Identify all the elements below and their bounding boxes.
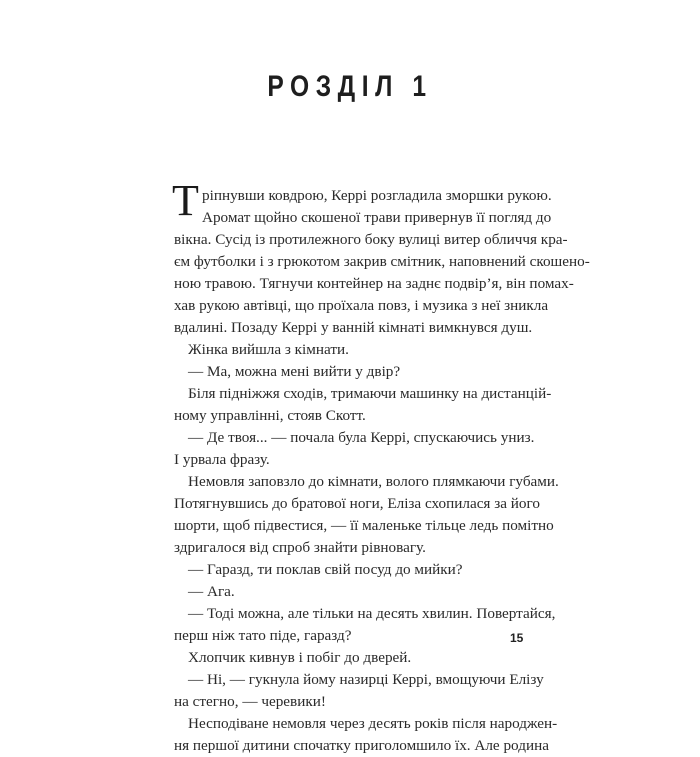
dialogue-line: — Ні, — гукнула йому назирці Керрі, вмощуючи Елізу — [188, 671, 544, 688]
text-line: Потягнувшись до братової ноги, Еліза схопилася за його — [174, 495, 540, 512]
text-line: Аромат щойно скошеної трави привернув її погляд до — [202, 209, 552, 226]
dialogue-line: — Ага. — [188, 583, 235, 600]
drop-cap: Т — [172, 176, 199, 225]
text-line: Хлопчик кивнув і побіг до дверей. — [188, 649, 412, 666]
text-line: хав рукою автівці, що проїхала повз, і музика з неї зникла — [174, 297, 549, 314]
text-line: єм футболки і з грюкотом закрив смітник, наповнений скошено- — [174, 253, 590, 270]
page-number: 15 — [510, 631, 524, 645]
text-line: ному управлінні, стояв Скотт. — [174, 407, 366, 424]
text-line: Немовля заповзло до кімнати, волого плямкаючи губами. — [188, 473, 559, 490]
text-line: Біля підніжжя сходів, тримаючи машинку на дистанцій- — [188, 385, 552, 402]
text-line: ною травою. Тягнучи контейнер на заднє подвір’я, він помах- — [174, 275, 574, 292]
text-line: Несподіване немовля через десять років після народжен- — [188, 715, 558, 732]
chapter-title: РОЗДІЛ 1 — [267, 70, 433, 103]
text-line: ріпнувши ковдрою, Керрі розгладила зморшки рукою. — [202, 187, 552, 204]
text-line: І урвала фразу. — [174, 451, 270, 468]
text-line: здригалося від спроб знайти рівновагу. — [174, 539, 426, 556]
dialogue-line: — Гаразд, ти поклав свій посуд до мийки? — [188, 561, 463, 578]
body-text — [172, 176, 590, 757]
text-line: Жінка вийшла з кімнати. — [188, 341, 349, 358]
text-line: вдалині. Позаду Керрі у ванній кімнаті вимкнувся душ. — [174, 319, 533, 336]
text-line: на стегно, — черевики! — [174, 693, 326, 710]
text-line: перш ніж тато піде, гаразд? — [174, 627, 352, 644]
text-line: ня першої дитини спочатку приголомшило їх. Але родина — [174, 737, 549, 754]
text-line: вікна. Сусід із протилежного боку вулиці витер обличчя кра- — [174, 231, 568, 248]
dialogue-line: — Де твоя... — почала була Керрі, спускаючись униз. — [188, 429, 535, 446]
text-line: шорти, щоб підвестися, — її маленьке тільце ледь помітно — [174, 517, 554, 534]
dialogue-line: — Ма, можна мені вийти у двір? — [188, 363, 401, 380]
dialogue-line: — Тоді можна, але тільки на десять хвилин. Повертайся, — [188, 605, 556, 622]
